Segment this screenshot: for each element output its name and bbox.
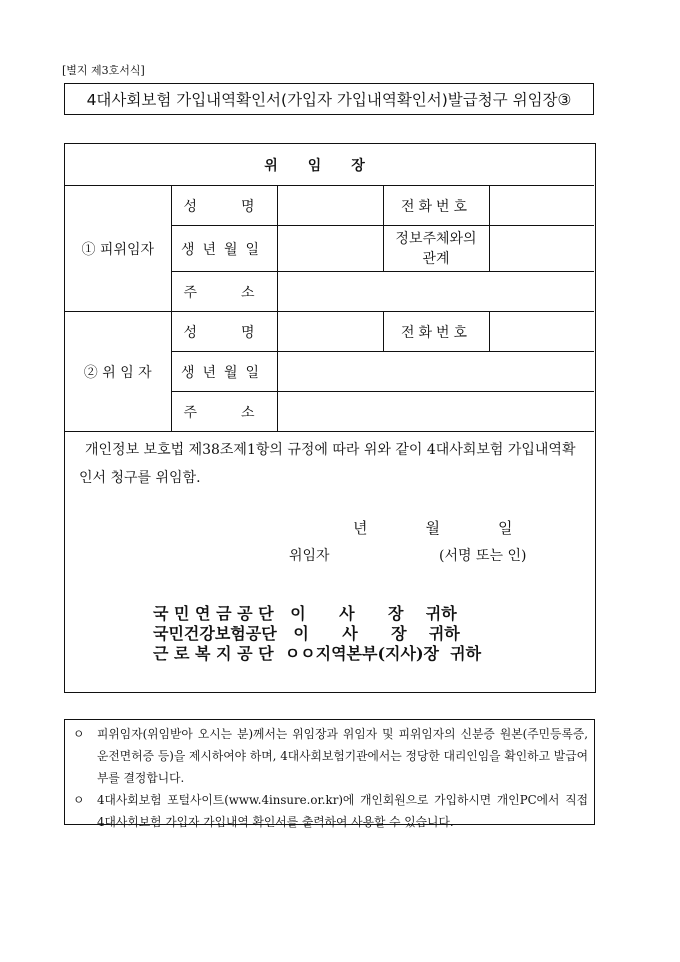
form-heading: 위임장 [65, 144, 594, 186]
delegate-name-label: 성 명 [171, 186, 277, 226]
delegate-birth-label: 생년월일 [171, 226, 277, 272]
signature-field[interactable]: (서명 또는 인) [439, 548, 527, 564]
note-text: 4대사회보험 포털사이트(www.4insure.or.kr)에 개인회원으로 가입하시면 개인PC에서 직접 4대사회보험 가입자 가입내역 확인서를 출력하여 사용할 수 있습니다. [97, 793, 588, 829]
delegation-form [64, 143, 596, 693]
note-item [73, 789, 588, 833]
delegator-phone-field[interactable] [489, 312, 594, 352]
form-number: [별지 제3호서식] [62, 64, 145, 77]
bullet-icon: ㅇ [73, 793, 85, 807]
delegator-birth-label: 생년월일 [171, 352, 277, 392]
delegate-address-field[interactable] [277, 272, 594, 312]
delegator-group-label: ② 위 임 자 [65, 312, 171, 432]
recipient-line: 국 민 연 금 공 단 이 사 장 귀하 [153, 604, 457, 623]
delegation-table [65, 144, 594, 432]
delegate-group-label: ① 피위임자 [65, 186, 171, 312]
note-item [73, 723, 588, 789]
date-day-label: 일 [498, 519, 513, 537]
delegate-relation-label: 정보주체와의 관계 [383, 226, 489, 272]
signature-label: 위임자 [289, 548, 330, 564]
date-month-label: 월 [425, 519, 440, 537]
recipient-line: 근 로 복 지 공 단 ㅇㅇ지역본부(지사)장 귀하 [153, 644, 482, 663]
date-year-label: 년 [353, 519, 368, 537]
signature-line [289, 545, 526, 565]
delegate-address-label: 주 소 [171, 272, 277, 312]
delegator-address-field[interactable] [277, 392, 594, 432]
recipients [153, 604, 481, 664]
date-line [353, 517, 513, 538]
delegate-relation-field[interactable] [489, 226, 594, 272]
delegator-address-label: 주 소 [171, 392, 277, 432]
document-title-text: 4대사회보험 가입내역확인서(가입자 가입내역확인서)발급청구 위임장③ [86, 91, 572, 109]
delegator-birth-field[interactable] [277, 352, 594, 392]
delegator-name-label: 성 명 [171, 312, 277, 352]
document-title [64, 83, 594, 115]
notes-box [64, 719, 595, 829]
recipient-line: 국민건강보험공단 이 사 장 귀하 [153, 624, 460, 643]
delegate-birth-field[interactable] [277, 226, 383, 272]
delegator-name-field[interactable] [277, 312, 383, 352]
delegate-phone-field[interactable] [489, 186, 594, 226]
note-text: 피위임자(위임받아 오시는 분)께서는 위임장과 위임자 및 피위임자의 신분증 원본(주민등록증, 운전면허증 등)을 제시하여야 하며, 4대사회보험기관에서는 정당한 대리인임을 확인하고 발급여부를 결정합니다. [97, 727, 588, 785]
delegate-phone-label: 전화번호 [383, 186, 489, 226]
delegator-phone-label: 전화번호 [383, 312, 489, 352]
bullet-icon: ㅇ [73, 727, 85, 741]
delegate-name-field[interactable] [277, 186, 383, 226]
delegation-statement: 개인정보 보호법 제38조제1항의 규정에 따라 위와 같이 4대사회보험 가입내역확인서 청구를 위임함. [79, 442, 576, 486]
